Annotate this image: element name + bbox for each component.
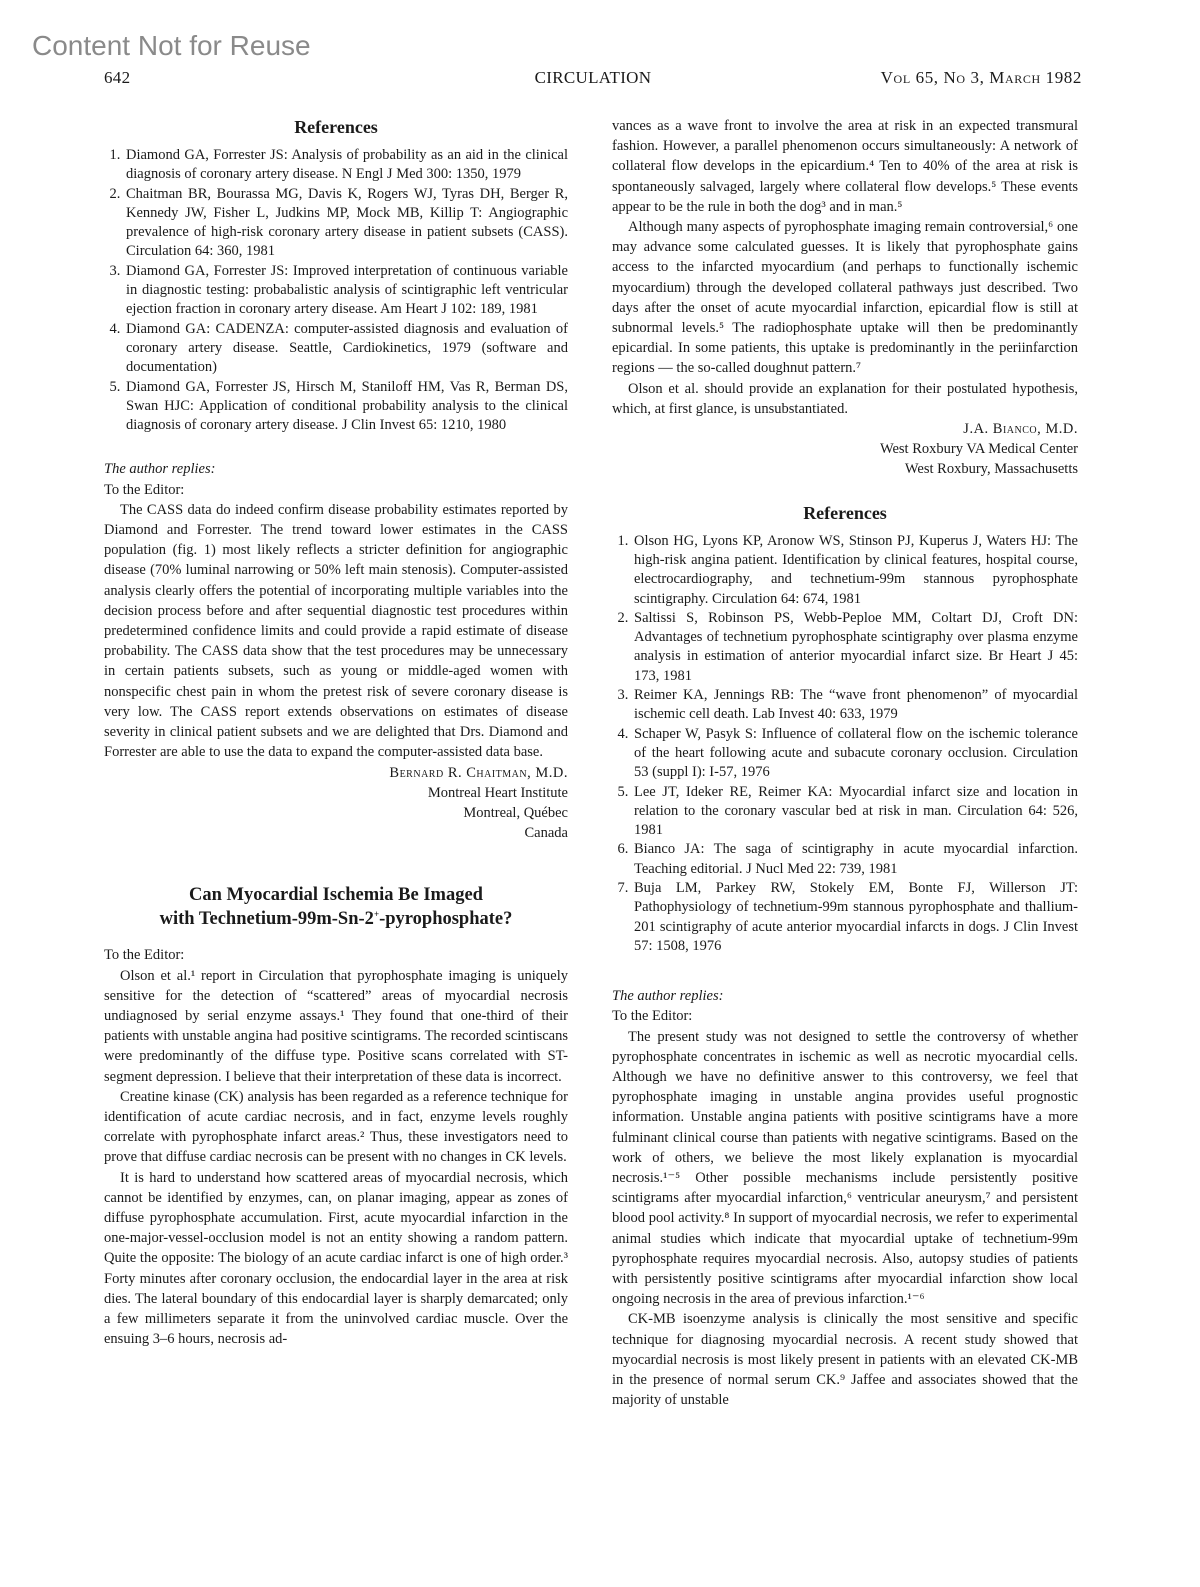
article-title-line-1: Can Myocardial Ischemia Be Imaged xyxy=(189,885,483,906)
reply-label: The author replies: xyxy=(612,988,724,1005)
left-column xyxy=(104,116,568,1349)
signature-line: Montreal Heart Institute xyxy=(427,784,568,801)
reference-item: 4. Diamond GA: CADENZA: computer-assisted diagnosis and evaluation of coronary artery disease. Seattle, Cardiokinetics, 1979 (software and documentation) xyxy=(124,320,568,378)
body-paragraph: Olson et al.¹ report in Circulation that pyrophosphate imaging is uniquely sensitive for the detection of “scattered” areas of myocardial necrosis undiagnosed by serial enzyme assays.¹ They found that one-third of their patients with unstable angina had positive scintigrams. The recorded scintiscans were predominantly of the diffuse type. Positive scans correlated with ST-segment depression. I believe that their interpretation of these data is incorrect. xyxy=(104,967,568,1085)
signature-line: Canada xyxy=(524,825,568,842)
signature-line: West Roxbury VA Medical Center xyxy=(879,441,1078,458)
reference-item: 3. Reimer KA, Jennings RB: The “wave front phenomenon” of myocardial ischemic cell death. Lab Invest 40: 633, 1979 xyxy=(632,686,1078,725)
references-list xyxy=(612,532,1078,957)
watermark: Content Not for Reuse xyxy=(32,30,311,61)
article-title-line-2 xyxy=(160,909,513,929)
title-superscript: + xyxy=(373,909,380,920)
signature-line: West Roxbury, Massachusetts xyxy=(904,461,1078,478)
reference-item: 2. Saltissi S, Robinson PS, Webb-Peploe MM, Coltart DJ, Croft DN: Advantages of technetium pyrophosphate scintigraphy over plasma enzyme analysis in estimation of anterior myocardial infarct size. Br Heart J 45: 173, 1981 xyxy=(632,609,1078,686)
reference-item: 2. Chaitman BR, Bourassa MG, Davis K, Rogers WJ, Tyras DH, Berger R, Kennedy JW, Fisher L, Judkins MP, Mock MB, Killip T: Angiographic prevalence of high-risk coronary artery disease in patient subsets (CASS). Circulation 64: 360, 1981 xyxy=(124,185,568,262)
reply-paragraph: CK-MB isoenzyme analysis is clinically the most sensitive and specific technique for diagnosing myocardial necrosis. A recent study showed that myocardial necrosis is most likely present in patients with an elevated CK-MB in the presence of normal serum CK.⁹ Jaffee and associates showed that the majority of unstable xyxy=(612,1311,1078,1409)
running-head xyxy=(104,68,1082,92)
references-heading: References xyxy=(294,117,378,137)
reply-paragraph: The CASS data do indeed confirm disease probability estimates reported by Diamond and Forrester. The trend toward lower estimates in the CASS population (fig. 1) most likely reflects a stricter definition for angiographic disease (70% luminal narrowing or 50% left main stenosis). Computer-assisted analysis clearly offers the potential of incorporating multiple variables into the decision process before and after sequential diagnostic test procedures within predetermined confidence limits and could provide a rapid estimate of disease probability. The CASS data show that the test procedures may be unnecessary in certain patients subsets, such as young or middle-aged women with nonspecific chest pain in whom the pretest risk of severe coronary disease is very low. The CASS report extends observations on estimates of disease severity in clinical patient subsets and we are delighted that Drs. Diamond and Forrester are able to use the data to expand the computer-assisted data base. xyxy=(104,501,568,761)
page-number: 642 xyxy=(104,68,131,87)
reference-item: 7. Buja LM, Parkey RW, Stokely EM, Bonte FJ, Willerson JT: Pathophysiology of technetium-99m stannous pyrophosphate and thallium-201 scintigraphy of acute anterior myocardial infarcts in dogs. J Clin Invest 57: 1508, 1976 xyxy=(632,879,1078,956)
body-paragraph: Although many aspects of pyrophosphate imaging remain controversial,⁶ one may advance some calculated guesses. It is likely that pyrophosphate gains access to the infarcted myocardium (and perhaps to functionally ischemic myocardium) through the developed collateral pathways just described. Two days after the onset of acute myocardial infarction, epicardial flow is still at subnormal levels.⁵ The radiophosphate uptake will then be predominantly epicardial. In some patients, this uptake is predominantly in the periinfarction regions — the so-called doughnut pattern.⁷ xyxy=(612,219,1078,377)
body-paragraph: It is hard to understand how scattered areas of myocardial necrosis, which cannot be identified by enzymes, can, on planar imaging, appear as zones of diffuse pyrophosphate accumulation. First, acute myocardial infarction in the one-major-vessel-occlusion model is not an entity showing a random pattern. Quite the opposite: The biology of an acute cardiac infarct is one of high order.³ Forty minutes after coronary occlusion, the endocardial layer in the area at risk dies. The lateral boundary of this endocardial layer is sharply demarcated; only a few millimeters separate it from the uninvolved cardiac muscle. Over the ensuing 3–6 hours, necrosis ad- xyxy=(104,1169,568,1348)
right-column xyxy=(612,116,1078,1410)
reference-item: 5. Lee JT, Ideker RE, Reimer KA: Myocardial infarct size and location in relation to the coronary vascular bed at risk in man. Circulation 64: 526, 1981 xyxy=(632,783,1078,841)
references-list xyxy=(104,146,568,435)
reply-paragraph: The present study was not designed to settle the controversy of whether pyrophosphate concentrates in ischemic as well as necrotic myocardial cells. Although we have no definitive answer to this controversy, we feel that pyrophosphate imaging in unstable angina provides useful prognostic information. Unstable angina patients with positive scintigrams have a more fulminant clinical course than patients with negative scintigrams. Based on the work of others, we believe the most likely explanation is myocardial necrosis.¹⁻⁵ Other possible mechanisms include persistently positive scintigrams after myocardial infarction,⁶ ventricular aneurysm,⁷ and persistent blood pool activity.⁸ In support of myocardial necrosis, we refer to experimental animal studies which indicate that myocardial uptake of technetium-99m pyrophosphate requires myocardial necrosis. Also, autopsy studies of patients with persistently positive scintigrams after myocardial infarction show local ongoing necrosis in the area of previous infarction.¹⁻⁶ xyxy=(612,1028,1078,1308)
signature-line: Montreal, Québec xyxy=(463,804,568,821)
article-title xyxy=(104,883,568,931)
reference-item: 1. Diamond GA, Forrester JS: Analysis of probability as an aid in the clinical diagnosis of coronary artery disease. N Engl J Med 300: 1350, 1979 xyxy=(124,146,568,185)
body-paragraph: vances as a wave front to involve the area at risk in an expected transmural fashion. However, a parallel phenomenon occurs simultaneously: A network of collateral flow develops in the epicardium.⁴ Ten to 40% of the area at risk is spontaneously salvaged, largely where collateral flow develops.⁵ These events appear to be the rule in both the dog³ and in man.⁵ xyxy=(612,118,1078,215)
body-paragraph: Olson et al. should provide an explanation for their postulated hypothesis, which, at first glance, is unsubstantiated. xyxy=(612,380,1078,417)
journal-name: CIRCULATION xyxy=(534,68,652,87)
reference-item: 1. Olson HG, Lyons KP, Aronow WS, Stinson PJ, Kuperus J, Waters HJ: The high-risk angina patient. Identification by clinical features, hospital course, electrocardiography, and technetium-99m stannous pyrophosphate scintigraphy. Circulation 64: 674, 1981 xyxy=(632,532,1078,609)
body-paragraph: Creatine kinase (CK) analysis has been regarded as a reference technique for identification of acute cardiac necrosis, and in fact, enzyme levels roughly correlate with pyrophosphate infarct areas.² Thus, these investigators need to prove that diffuse cardiac necrosis can be present with no changes in CK levels. xyxy=(104,1088,568,1166)
issue-info: Vol 65, No 3, March 1982 xyxy=(880,68,1082,87)
salutation: To the Editor: xyxy=(104,481,185,498)
salutation: To the Editor: xyxy=(104,947,185,964)
signature-name: J.A. Bianco, M.D. xyxy=(963,421,1078,438)
signature-name: Bernard R. Chaitman, M.D. xyxy=(389,764,568,781)
references-heading: References xyxy=(803,502,887,523)
title-text: with Technetium-99m-Sn-2 xyxy=(159,909,374,930)
reference-item: 4. Schaper W, Pasyk S: Influence of collateral flow on the ischemic tolerance of the heart following acute and subacute coronary occlusion. Circulation 53 (suppl I): I-57, 1976 xyxy=(632,725,1078,783)
title-text: -pyrophosphate? xyxy=(379,909,513,930)
reply-label: The author replies: xyxy=(104,461,216,478)
salutation: To the Editor: xyxy=(612,1008,693,1025)
reference-item: 5. Diamond GA, Forrester JS, Hirsch M, Staniloff HM, Vas R, Berman DS, Swan HJC: Application of conditional probability analysis to the clinical diagnosis of coronary artery disease. J Clin Invest 65: 1210, 1980 xyxy=(124,378,568,436)
reference-item: 3. Diamond GA, Forrester JS: Improved interpretation of continuous variable in diagnostic testing: probabalistic analysis of scintigraphic left ventricular ejection fraction in coronary artery disease. Am Heart J 102: 189, 1981 xyxy=(124,262,568,320)
reference-item: 6. Bianco JA: The saga of scintigraphy in acute myocardial infarction. Teaching editorial. J Nucl Med 22: 739, 1981 xyxy=(632,840,1078,879)
